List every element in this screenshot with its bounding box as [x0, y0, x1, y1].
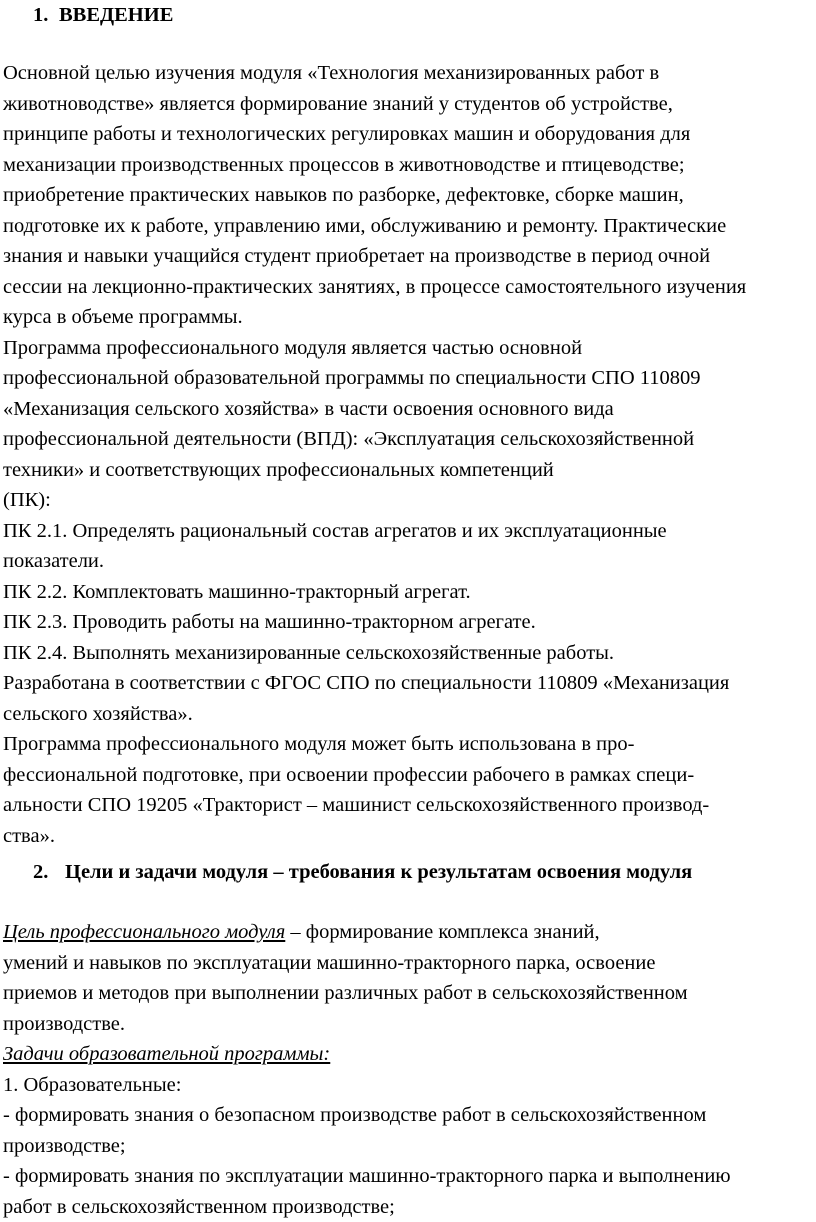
paragraph-line: Программа профессионального модуля может быть использована в про- [3, 729, 815, 760]
paragraph-line: (ПК): [3, 485, 815, 516]
competency-line: ПК 2.2. Комплектовать машинно-тракторный агрегат. [3, 577, 815, 608]
goal-rest: – формирование комплекса знаний, [285, 921, 599, 943]
paragraph-line: Разработана в соответствии с ФГОС СПО по специальности 110809 «Механизация [3, 668, 815, 699]
paragraph-line: альности СПО 19205 «Тракторист – машинист сельскохозяйственного производ- [3, 790, 815, 821]
paragraph-line: знания и навыки учащийся студент приобретает на производстве в период очной [3, 241, 815, 272]
paragraph-line: сельского хозяйства». [3, 699, 815, 730]
paragraph-line: производстве. [3, 1009, 815, 1040]
goal-term: Цель профессионального модуля [3, 921, 285, 943]
competency-line: ПК 2.4. Выполнять механизированные сельскохозяйственные работы. [3, 638, 815, 669]
paragraph-line: техники» и соответствующих профессиональных компетенций [3, 455, 815, 486]
section-2-body [3, 917, 815, 1222]
section-1-title: ВВЕДЕНИЕ [59, 4, 173, 26]
paragraph-line: приемов и методов при выполнении различных работ в сельскохозяйственном [3, 978, 815, 1009]
task-line: работ в сельскохозяйственном производстве; [3, 1192, 815, 1222]
competency-line: ПК 2.1. Определять рациональный состав агрегатов и их эксплуатационные [3, 516, 815, 547]
section-1-body [3, 58, 815, 851]
task-line: 1. Образовательные: [3, 1070, 815, 1101]
paragraph-line: приобретение практических навыков по разборке, дефектовке, сборке машин, [3, 180, 815, 211]
paragraph-line: подготовке их к работе, управлению ими, обслуживанию и ремонту. Практические [3, 211, 815, 242]
section-1-number: 1. [33, 0, 59, 31]
tasks-heading: Задачи образовательной программы: [3, 1043, 330, 1065]
paragraph-line: курса в объеме программы. [3, 302, 815, 333]
paragraph-line: сессии на лекционно-практических занятиях, в процессе самостоятельного изучения [3, 272, 815, 303]
paragraph-line: профессиональной деятельности (ВПД): «Эксплуатация сельскохозяйственной [3, 424, 815, 455]
paragraph-line: животноводстве» является формирование знаний у студентов об устройстве, [3, 89, 815, 120]
paragraph-line: Программа профессионального модуля является частью основной [3, 333, 815, 364]
paragraph-line: «Механизация сельского хозяйства» в части освоения основного вида [3, 394, 815, 425]
section-1-heading [33, 0, 173, 31]
task-line: - формировать знания по эксплуатации машинно-тракторного парка и выполнению [3, 1161, 815, 1192]
paragraph-line: механизации производственных процессов в животноводстве и птицеводстве; [3, 150, 815, 181]
section-2-title: Цели и задачи модуля – требования к результатам освоения модуля [65, 861, 692, 883]
competency-line: ПК 2.3. Проводить работы на машинно-тракторном агрегате. [3, 607, 815, 638]
section-2-number: 2. [33, 857, 65, 888]
paragraph-line: принципе работы и технологических регулировках машин и оборудования для [3, 119, 815, 150]
paragraph-line: профессиональной образовательной программы по специальности СПО 110809 [3, 363, 815, 394]
paragraph-line: фессиональной подготовке, при освоении профессии рабочего в рамках специ- [3, 760, 815, 791]
task-line: - формировать знания о безопасном производстве работ в сельскохозяйственном [3, 1100, 815, 1131]
tasks-heading-line [3, 1039, 815, 1070]
goal-line [3, 917, 815, 948]
competency-line: показатели. [3, 546, 815, 577]
task-line: производстве; [3, 1131, 815, 1162]
section-2-heading [33, 857, 692, 888]
paragraph-line: ства». [3, 821, 815, 852]
paragraph-line: Основной целью изучения модуля «Технология механизированных работ в [3, 58, 815, 89]
paragraph-line: умений и навыков по эксплуатации машинно-тракторного парка, освоение [3, 948, 815, 979]
